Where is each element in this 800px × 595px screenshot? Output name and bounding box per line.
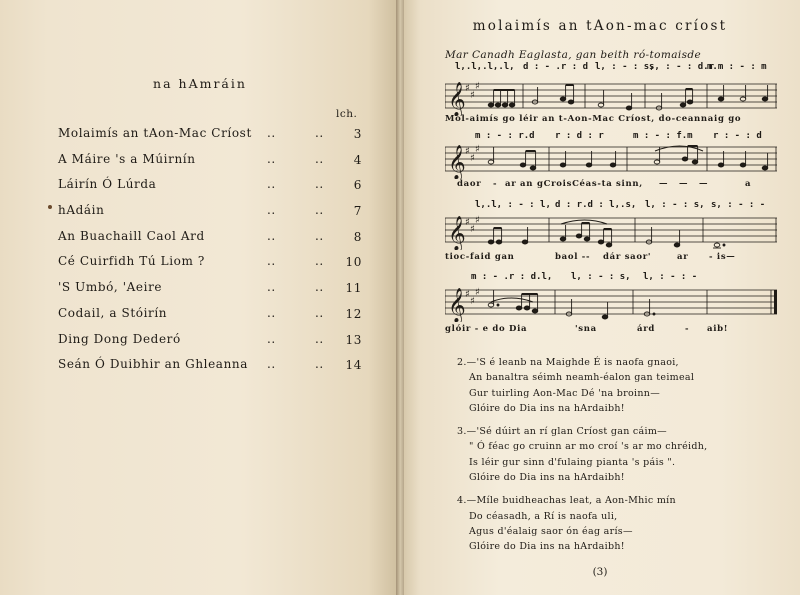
solfa-measure: s, : - : - xyxy=(711,200,766,210)
verse-line: Is léir gur sinn d'fulaing pianta 's páis ". xyxy=(469,456,676,468)
index-entry-page: 10 xyxy=(345,255,362,270)
index-entry xyxy=(58,355,368,381)
solfa-measure: m : - : r.d xyxy=(475,131,535,141)
index-entry-title: Ding Dong Dederó xyxy=(58,331,181,346)
leader-dots: .. xyxy=(315,305,324,320)
music-system-2 xyxy=(445,131,777,193)
index-entry-page: 12 xyxy=(345,306,362,321)
solfa-measure: r : d : r xyxy=(555,131,604,141)
index-entry-title: Seán Ó Duibhir an Ghleanna xyxy=(58,357,248,372)
leader-dots: .. xyxy=(267,151,276,166)
svg-text:♯: ♯ xyxy=(470,224,475,235)
index-entry-page: 6 xyxy=(353,178,362,193)
svg-text:♯: ♯ xyxy=(465,146,470,157)
lyric-syllables: ar an xyxy=(505,179,534,189)
svg-text:𝄞: 𝄞 xyxy=(448,216,466,250)
solfa-measure: d : r.d : l,.s, xyxy=(555,200,637,210)
leader-dots: .. xyxy=(315,357,324,372)
index-entry-title: Codail, a Stóirín xyxy=(58,305,168,320)
music-staff xyxy=(445,210,777,250)
index-entry-page: 8 xyxy=(353,229,362,244)
verse-line: Glóire do Dia ins na hArdaibh! xyxy=(469,541,625,553)
index-entry xyxy=(58,252,368,278)
verses xyxy=(457,355,777,563)
leader-dots: .. xyxy=(267,203,276,218)
index-entry-title: An Buachaill Caol Ard xyxy=(58,228,205,243)
index-entry xyxy=(58,278,368,304)
svg-text:𝄞: 𝄞 xyxy=(448,288,466,322)
tonic-solfa-line xyxy=(445,62,777,76)
index-entry xyxy=(58,175,368,201)
index-entry-title: Cé Cuirfidh Tú Liom ? xyxy=(58,254,205,269)
lyric-syllables: 'sna xyxy=(575,324,597,334)
lyric-syllables: gCroisCéas-ta sinn, xyxy=(537,179,643,189)
verse-line: Gur tuirling Aon-Mac Dé 'na broinn— xyxy=(469,387,661,399)
index-entry xyxy=(58,330,368,356)
svg-text:♯: ♯ xyxy=(470,90,475,101)
leader-dots: .. xyxy=(267,126,276,140)
solfa-measure: d : - .r : d xyxy=(523,62,589,72)
svg-text:♯: ♯ xyxy=(475,215,480,226)
verse-line: 3.—'Sé dúirt an rí glan Críost gan cáim— xyxy=(457,426,667,438)
verse-2 xyxy=(457,355,777,416)
index-entry-title: hAdáin xyxy=(58,203,105,218)
solfa-measure: m : - .r : d.l, xyxy=(471,272,553,282)
index-entry-page: 14 xyxy=(345,358,362,373)
lyric-syllables: - xyxy=(685,324,690,334)
air-direction: Mar Canadh Eaglasta, gan beith ró-tomaisde xyxy=(445,49,702,61)
lyric-syllables: — xyxy=(659,179,669,189)
verse-line: An banaltra séimh neamh-éalon gan teimeal xyxy=(469,372,695,384)
lyric-syllables: — xyxy=(699,179,709,189)
leader-dots: .. xyxy=(315,177,324,192)
book-gutter xyxy=(396,0,404,595)
lyric-line xyxy=(445,252,777,266)
music-staff xyxy=(445,282,777,322)
verse-line: Agus d'éalaig saor ón éag arís— xyxy=(469,525,633,537)
leader-dots: .. xyxy=(267,177,276,192)
svg-text:♯: ♯ xyxy=(465,83,470,94)
leader-dots: .. xyxy=(315,151,324,166)
index-entry xyxy=(58,124,368,150)
solfa-measure: l, : - : s, xyxy=(595,62,655,72)
lyric-syllables: Mol-aimís go léir an t-Aon-Mac Críost, do-ceannaig go xyxy=(445,114,742,124)
lyric-syllables: a xyxy=(745,179,752,189)
music-staff xyxy=(445,139,777,179)
leader-dots: .. xyxy=(267,331,276,346)
leader-dots: .. xyxy=(267,357,276,372)
index-entry-title: Láirín Ó Lúrda xyxy=(58,177,157,192)
svg-text:♯: ♯ xyxy=(475,144,480,155)
solfa-measure: m : - : f.m xyxy=(633,131,693,141)
svg-text:♯: ♯ xyxy=(465,217,470,228)
verse-3 xyxy=(457,424,777,485)
index-list xyxy=(58,124,368,381)
lyric-line xyxy=(445,114,777,128)
index-entry xyxy=(58,201,368,227)
solfa-measure: l, : - : s, xyxy=(571,272,631,282)
verse-line: 2.—'S é leanb na Maighde É is naofa gnaoi, xyxy=(457,357,679,368)
index-entry-title: A Máire 's a Múirnín xyxy=(58,151,196,166)
ink-speck xyxy=(48,205,52,209)
verse-line: " Ó féac go cruinn ar mo croí 's ar mo chréidh, xyxy=(469,441,708,453)
song-title: molaimís an tAon-mac críost xyxy=(472,18,728,34)
index-entry-page: 4 xyxy=(353,152,362,167)
solfa-measure: r : - : d xyxy=(713,131,762,141)
svg-text:♯: ♯ xyxy=(475,287,480,298)
lyric-syllables: — xyxy=(679,179,689,189)
index-entry-page: 3 xyxy=(353,127,362,141)
svg-text:𝄞: 𝄞 xyxy=(448,145,466,179)
index-heading: na hAmráin xyxy=(153,76,247,91)
lyric-syllables: glóir - e do Dia xyxy=(445,324,528,334)
solfa-measure: l,.l,.l,.l, xyxy=(455,62,515,72)
verse-line: Do céasadh, a Rí is naofa uli, xyxy=(469,510,618,522)
lyric-syllables: ar xyxy=(677,252,689,262)
solfa-measure: l,.l, : - : l, xyxy=(475,200,551,210)
lyric-line xyxy=(445,179,777,193)
solfa-measure: l, : - : s, xyxy=(645,200,705,210)
leader-dots: .. xyxy=(315,280,324,295)
lyric-syllables: dár saor' xyxy=(603,252,652,262)
lyric-syllables: tioc-faid gan xyxy=(445,252,515,262)
lyric-syllables: - is— xyxy=(709,252,736,262)
index-entry-title: Molaimís an tAon-Mac Críost xyxy=(58,126,252,140)
index-entry-title: 'S Umbó, 'Aeire xyxy=(58,280,163,295)
leader-dots: .. xyxy=(267,228,276,243)
verse-line: Glóire do Dia ins na hArdaibh! xyxy=(469,402,625,414)
index-entry-page: 7 xyxy=(353,204,362,219)
leader-dots: .. xyxy=(315,228,324,243)
leader-dots: .. xyxy=(315,254,324,269)
leader-dots: .. xyxy=(315,126,324,140)
svg-text:♯: ♯ xyxy=(465,289,470,300)
lyric-syllables: aib! xyxy=(707,324,729,334)
leader-dots: .. xyxy=(315,203,324,218)
leader-dots: .. xyxy=(267,254,276,269)
lyric-syllables: baol -- xyxy=(555,252,591,262)
leader-dots: .. xyxy=(315,331,324,346)
lyric-syllables: árd xyxy=(637,324,656,334)
music-system-4 xyxy=(445,272,777,338)
index-entry xyxy=(58,304,368,330)
index-entry xyxy=(58,150,368,176)
solfa-measure: l, : - : - xyxy=(643,272,698,282)
verse-4 xyxy=(457,493,777,554)
page-number: (3) xyxy=(592,566,608,578)
music-system-1 xyxy=(445,62,777,132)
svg-text:♯: ♯ xyxy=(470,296,475,307)
index-entry-page: 11 xyxy=(345,281,362,296)
verse-line: Glóire do Dia ins na hArdaibh! xyxy=(469,472,625,484)
solfa-measure: m.m : - : m xyxy=(707,62,767,72)
index-entry xyxy=(58,227,368,253)
svg-text:♯: ♯ xyxy=(470,153,475,164)
music-system-3 xyxy=(445,200,777,266)
leader-dots: .. xyxy=(267,280,276,295)
lyric-syllables: daor xyxy=(457,179,482,189)
solfa-measure: s, : - : d.r xyxy=(649,62,715,72)
verse-line: 4.—Míle buidheachas leat, a Aon-Mhic mín xyxy=(457,495,676,507)
music-staff xyxy=(445,76,777,116)
svg-text:𝄞: 𝄞 xyxy=(448,82,466,116)
page-column-label: lch. xyxy=(336,108,358,120)
lyric-line xyxy=(445,324,777,338)
svg-text:♯: ♯ xyxy=(475,81,480,92)
lyric-syllables: - xyxy=(493,179,498,189)
index-entry-page: 13 xyxy=(345,332,362,347)
leader-dots: .. xyxy=(267,305,276,320)
